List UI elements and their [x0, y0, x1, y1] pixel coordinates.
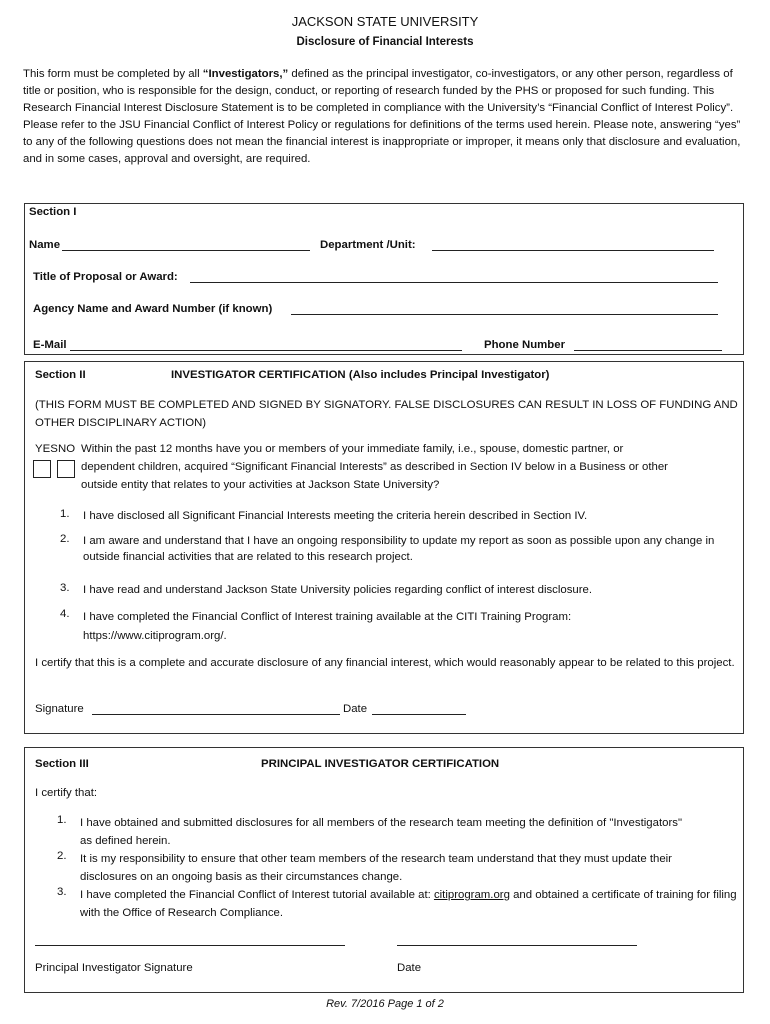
- cert-item-text: I have completed the Financial Conflict of Interest training available at the CITI Training Program: https://www.citiprogram.org/.: [83, 611, 572, 642]
- proposal-title-label: Title of Proposal or Award:: [33, 271, 178, 283]
- cert-item-num: 4.: [60, 608, 70, 620]
- cert-item-num: 2.: [60, 533, 70, 545]
- footer-revision: Rev. 7/2016 Page 1 of 2: [326, 998, 444, 1010]
- yes-label: YES: [35, 443, 58, 455]
- pi-date-label: Date: [397, 962, 422, 974]
- department-label: Department /Unit:: [320, 239, 416, 251]
- pi-signature-label: Principal Investigator Signature: [35, 962, 193, 974]
- no-label: NO: [58, 443, 76, 455]
- cert-item-text: I have disclosed all Significant Financial Interests meeting the criteria herein described in Section IV.: [83, 510, 588, 522]
- cert-item-num: 1.: [60, 508, 70, 520]
- question-line-1: Within the past 12 months have you or members of your immediate family, i.e., spouse, domestic partner, or: [81, 443, 624, 455]
- section-1-heading: Section I: [29, 206, 77, 218]
- intro-text-post: defined as the principal investigator, co-investigators, or any other person, regardless of title or position, who is responsible for the design, conduct, or reporting of research funded by the PHS or proposed for such funding. This Research Financial Interest Disclosure Statement is to be completed in compliance with the University’s “Financial Conflict of Interest Policy”. Please refer to the JSU Financial Conflict of Interest Policy or regulations for definitions of the terms used herein. Please note, answering “yes” to any of the following questions does not mean the financial interest is inappropriate or improper, it means only that disclosure and evaluation, and in some cases, approval and oversight, are required.: [23, 68, 741, 165]
- agency-field[interactable]: [291, 304, 718, 315]
- no-checkbox[interactable]: [57, 460, 75, 478]
- proposal-title-field[interactable]: [190, 272, 718, 283]
- pi-item3-post: and obtained a certificate of training for filing with the Office of Research Compliance.: [80, 889, 737, 919]
- certify-intro: I certify that:: [35, 787, 98, 799]
- cert-item-text: I am aware and understand that I have an ongoing responsibility to update my report as soon as possible upon any change in outside financial activities that are related to this research project.: [83, 535, 715, 563]
- university-name: JACKSON STATE UNIVERSITY: [291, 14, 479, 29]
- signature-field[interactable]: [92, 704, 340, 715]
- pi-item-num: 1.: [57, 814, 67, 826]
- yes-checkbox[interactable]: [33, 460, 51, 478]
- form-title: Disclosure of Financial Interests: [296, 36, 474, 48]
- certify-statement: I certify that this is a complete and accurate disclosure of any financial interest, which would reasonably appear to be related to this project.: [35, 657, 735, 669]
- pi-item3-pre: I have completed the Financial Conflict of Interest tutorial available at:: [80, 889, 434, 901]
- pi-item-text: I have obtained and submitted disclosures for all members of the research team meeting the definition of "Investigators" as defined herein.: [80, 817, 682, 847]
- intro-text-bold: “Investigators,”: [202, 68, 289, 80]
- citiprogram-link[interactable]: citiprogram.org: [433, 889, 510, 901]
- agency-label: Agency Name and Award Number (if known): [33, 303, 273, 315]
- pi-date-field[interactable]: [397, 935, 637, 946]
- question-line-2: dependent children, acquired “Significant Financial Interests” as described in Section IV below in a Business or other: [81, 461, 668, 473]
- phone-field[interactable]: [574, 340, 722, 351]
- section-3-title: PRINCIPAL INVESTIGATOR CERTIFICATION: [261, 758, 500, 770]
- email-label: E-Mail: [33, 339, 67, 351]
- name-label: Name: [29, 239, 61, 251]
- pi-item-num: 3.: [57, 886, 67, 898]
- email-field[interactable]: [70, 340, 462, 351]
- date-field[interactable]: [372, 704, 466, 715]
- intro-paragraph: [23, 66, 748, 168]
- pi-item-text: [80, 886, 740, 922]
- pi-item-num: 2.: [57, 850, 67, 862]
- section-2-heading: Section II: [35, 369, 86, 381]
- cert-item-text: I have read and understand Jackson State University policies regarding conflict of interest disclosure.: [83, 584, 593, 596]
- cert-item-num: 3.: [60, 582, 70, 594]
- name-field[interactable]: [62, 240, 310, 251]
- section-2-title: INVESTIGATOR CERTIFICATION (Also includes Principal Investigator): [171, 369, 550, 381]
- date-label: Date: [343, 703, 368, 715]
- signature-label: Signature: [35, 703, 84, 715]
- intro-text-pre: This form must be completed by all: [23, 68, 203, 80]
- section-3-heading: Section III: [35, 758, 89, 770]
- section-2-warning: (THIS FORM MUST BE COMPLETED AND SIGNED BY SIGNATORY. FALSE DISCLOSURES CAN RESULT IN LOSS OF FUNDING AND OTHER DISCIPLINARY ACTION): [35, 399, 738, 429]
- department-field[interactable]: [432, 240, 714, 251]
- question-line-3: outside entity that relates to your activities at Jackson State University?: [81, 479, 440, 491]
- pi-signature-field[interactable]: [35, 935, 345, 946]
- phone-label: Phone Number: [484, 339, 566, 351]
- pi-item-text: It is my responsibility to ensure that other team members of the research team understand that they must update their disclosures on an ongoing basis as their circumstances change.: [80, 853, 672, 883]
